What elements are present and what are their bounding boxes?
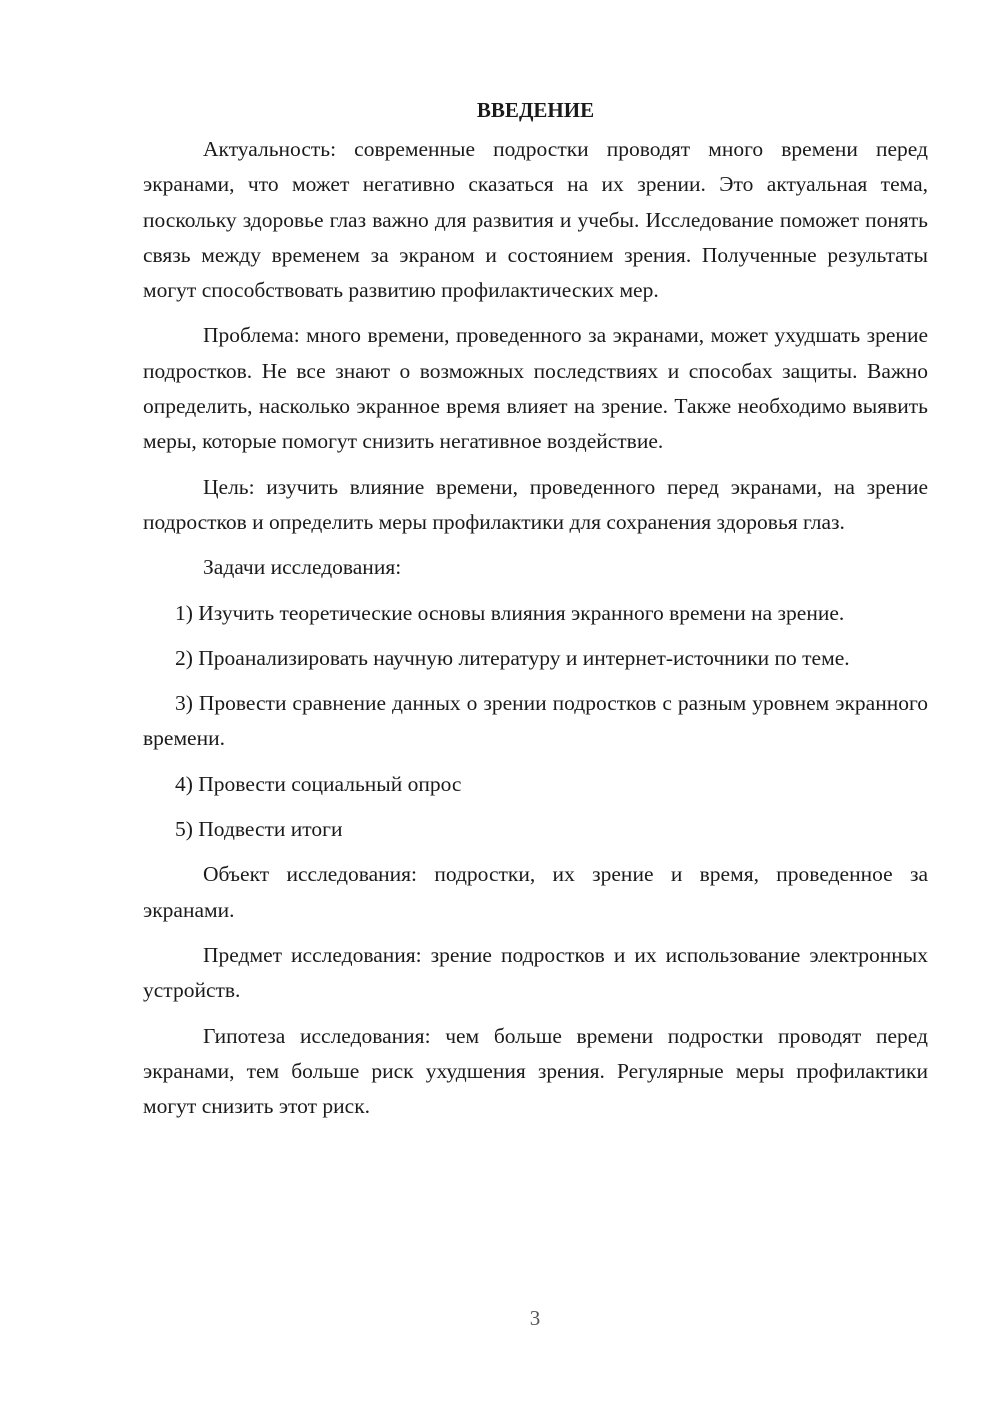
- tasks-heading: Задачи исследования:: [203, 555, 402, 580]
- paragraph-goal: Цель: изучить влияние времени, проведенного перед экранами, на зрение подростков и определить меры профилактики для сохранения здоровья глаз.: [143, 474, 928, 534]
- section-title: ВВЕДЕНИЕ: [476, 98, 595, 122]
- paragraph-subject: Предмет исследования: зрение подростков и их использование электронных устройств.: [143, 942, 928, 1003]
- paragraph-hypothesis: Гипотеза исследования: чем больше времени подростки проводят перед экранами, тем больше риск ухудшения зрения. Регулярные меры профилактики могут снизить этот риск.: [143, 1023, 928, 1119]
- task-item-1: 1) Изучить теоретические основы влияния экранного времени на зрение.: [175, 600, 845, 625]
- paragraph-relevance: Актуальность: современные подростки проводят много времени перед экранами, что может негативно сказаться на их зрении. Это актуальная тема, поскольку здоровье глаз важно для развития и учебы. Исследование поможет понять связь между временем за экраном и состоянием зрения. Полученные результаты могут способствовать развитию профилактических мер.: [143, 137, 928, 303]
- task-item-2: 2) Проанализировать научную литературу и интернет-источники по теме.: [175, 645, 850, 670]
- page-number: 3: [529, 1306, 541, 1330]
- paragraph-object: Объект исследования: подростки, их зрение и время, проведенное за экранами.: [143, 862, 928, 922]
- task-item-5: 5) Подвести итоги: [175, 817, 343, 842]
- paragraph-problem: Проблема: много времени, проведенного за экранами, может ухудшать зрение подростков. Не все знают о возможных последствиях и способах защиты. Важно определить, насколько экранное время влияет на зрение. Также необходимо выявить меры, которые помогут снизить негативное воздействие.: [143, 323, 928, 454]
- task-item-3: 3) Провести сравнение данных о зрении подростков с разным уровнем экранного времени.: [143, 691, 928, 751]
- document-page: [143, 92, 928, 1134]
- task-item-4: 4) Провести социальный опрос: [175, 771, 462, 796]
